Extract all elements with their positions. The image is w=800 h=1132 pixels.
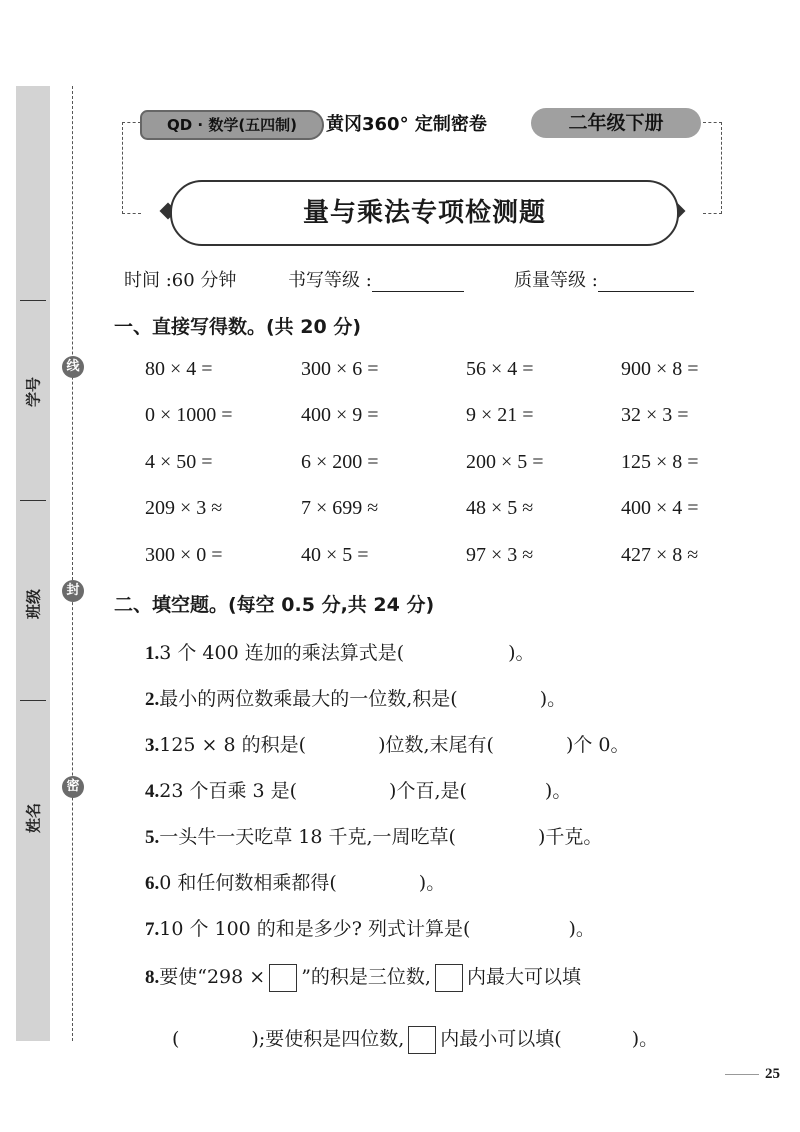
question-text: )个百,是( bbox=[389, 780, 467, 802]
calc-item: 4 × 50 = bbox=[145, 451, 213, 473]
question-number: 3. bbox=[145, 735, 160, 756]
calc-item: 427 × 8 ≈ bbox=[621, 544, 699, 566]
question-text: ”的积是三位数, bbox=[301, 966, 431, 988]
writing-grade bbox=[288, 266, 464, 292]
question-8-line-2 bbox=[172, 1024, 658, 1054]
header-dash-left bbox=[122, 122, 141, 214]
calc-item: 900 × 8 = bbox=[621, 358, 699, 380]
question-number: 5. bbox=[145, 827, 160, 848]
calc-item: 32 × 3 = bbox=[621, 404, 689, 426]
question-text: 125 × 8 的积是( bbox=[159, 734, 307, 756]
time-info: 时间 :60 分钟 bbox=[124, 270, 237, 291]
answer-box[interactable] bbox=[408, 1026, 436, 1054]
question-text: 23 个百乘 3 是( bbox=[159, 780, 298, 802]
question-text: 要使“298 × bbox=[159, 966, 266, 988]
calc-item: 200 × 5 = bbox=[466, 451, 544, 473]
page-number: 25 bbox=[765, 1066, 780, 1082]
class-label: 班级 bbox=[24, 588, 43, 620]
calc-item: 125 × 8 = bbox=[621, 451, 699, 473]
student-no-line bbox=[20, 300, 46, 301]
question-text: )。 bbox=[539, 688, 567, 710]
student-no-label: 学号 bbox=[24, 376, 43, 408]
calc-item: 80 × 4 = bbox=[145, 358, 213, 380]
quality-grade bbox=[514, 266, 694, 292]
seal-secret-mark: 密 bbox=[62, 776, 84, 798]
question-number: 8. bbox=[145, 967, 160, 988]
question-text: )。 bbox=[544, 780, 572, 802]
question-1 bbox=[145, 638, 535, 665]
seal-seal-mark: 封 bbox=[62, 580, 84, 602]
writing-grade-blank[interactable] bbox=[372, 273, 464, 292]
seal-line-mark: 线 bbox=[62, 356, 84, 378]
question-text: )。 bbox=[418, 872, 446, 894]
question-text: )。 bbox=[568, 918, 595, 940]
calc-item: 400 × 4 = bbox=[621, 497, 699, 519]
question-text: );要使积是四位数, bbox=[251, 1028, 405, 1050]
question-number: 4. bbox=[145, 781, 160, 802]
section1-heading: 一、直接写得数。(共 20 分) bbox=[114, 316, 362, 338]
question-text: 一头牛一天吃草 18 千克,一周吃草( bbox=[159, 826, 456, 848]
question-5 bbox=[145, 822, 602, 849]
question-number: 7. bbox=[145, 919, 160, 940]
answer-box[interactable] bbox=[435, 964, 463, 992]
calc-item: 300 × 0 = bbox=[145, 544, 223, 566]
calc-item: 209 × 3 ≈ bbox=[145, 497, 223, 519]
calc-item: 0 × 1000 = bbox=[145, 404, 233, 426]
question-text: 内最大可以填 bbox=[466, 966, 581, 988]
calc-item: 97 × 3 ≈ bbox=[466, 544, 534, 566]
question-text: 内最小可以填( bbox=[440, 1028, 562, 1050]
question-text: )。 bbox=[508, 642, 535, 664]
question-4 bbox=[145, 776, 571, 803]
calc-item: 48 × 5 ≈ bbox=[466, 497, 534, 519]
class-line bbox=[20, 500, 46, 501]
name-line bbox=[20, 700, 46, 701]
question-number: 2. bbox=[145, 689, 160, 710]
page-title: 量与乘法专项检测题 bbox=[302, 198, 546, 228]
quality-grade-label: 质量等级 : bbox=[514, 270, 598, 291]
question-text: )位数,末尾有( bbox=[378, 734, 494, 756]
question-number: 1. bbox=[145, 643, 160, 664]
question-text: 0 和任何数相乘都得( bbox=[159, 872, 337, 894]
header-dash-right bbox=[703, 122, 722, 214]
title-box bbox=[170, 180, 679, 246]
calc-item: 300 × 6 = bbox=[301, 358, 379, 380]
question-6 bbox=[145, 868, 445, 895]
writing-grade-label: 书写等级 : bbox=[288, 270, 372, 291]
calc-item: 9 × 21 = bbox=[466, 404, 534, 426]
edition-badge: QD · 数学(五四制) bbox=[140, 110, 324, 140]
answer-box[interactable] bbox=[269, 964, 297, 992]
calc-item: 400 × 9 = bbox=[301, 404, 379, 426]
question-text: )个 0。 bbox=[565, 734, 630, 756]
grade-badge: 二年级下册 bbox=[531, 108, 701, 138]
page-number-rule bbox=[725, 1074, 759, 1075]
question-2 bbox=[145, 684, 566, 711]
question-7 bbox=[145, 914, 595, 941]
cut-line bbox=[72, 86, 73, 1041]
question-text: )。 bbox=[631, 1028, 659, 1050]
question-text: 3 个 400 连加的乘法算式是( bbox=[159, 642, 405, 664]
question-text: ( bbox=[172, 1028, 180, 1050]
question-8 bbox=[145, 962, 581, 992]
calc-item: 6 × 200 = bbox=[301, 451, 379, 473]
question-3 bbox=[145, 730, 629, 757]
calc-item: 7 × 699 ≈ bbox=[301, 497, 379, 519]
quality-grade-blank[interactable] bbox=[598, 273, 694, 292]
question-number: 6. bbox=[145, 873, 160, 894]
question-text: )千克。 bbox=[537, 826, 603, 848]
calc-item: 40 × 5 = bbox=[301, 544, 369, 566]
series-name: 黄冈360° 定制密卷 bbox=[326, 114, 487, 135]
calc-item: 56 × 4 = bbox=[466, 358, 534, 380]
name-label: 姓名 bbox=[24, 802, 43, 834]
question-text: 最小的两位数乘最大的一位数,积是( bbox=[159, 688, 458, 710]
question-text: 10 个 100 的和是多少? 列式计算是( bbox=[159, 918, 471, 940]
section2-heading: 二、填空题。(每空 0.5 分,共 24 分) bbox=[114, 594, 435, 616]
binding-strip bbox=[16, 86, 50, 1041]
